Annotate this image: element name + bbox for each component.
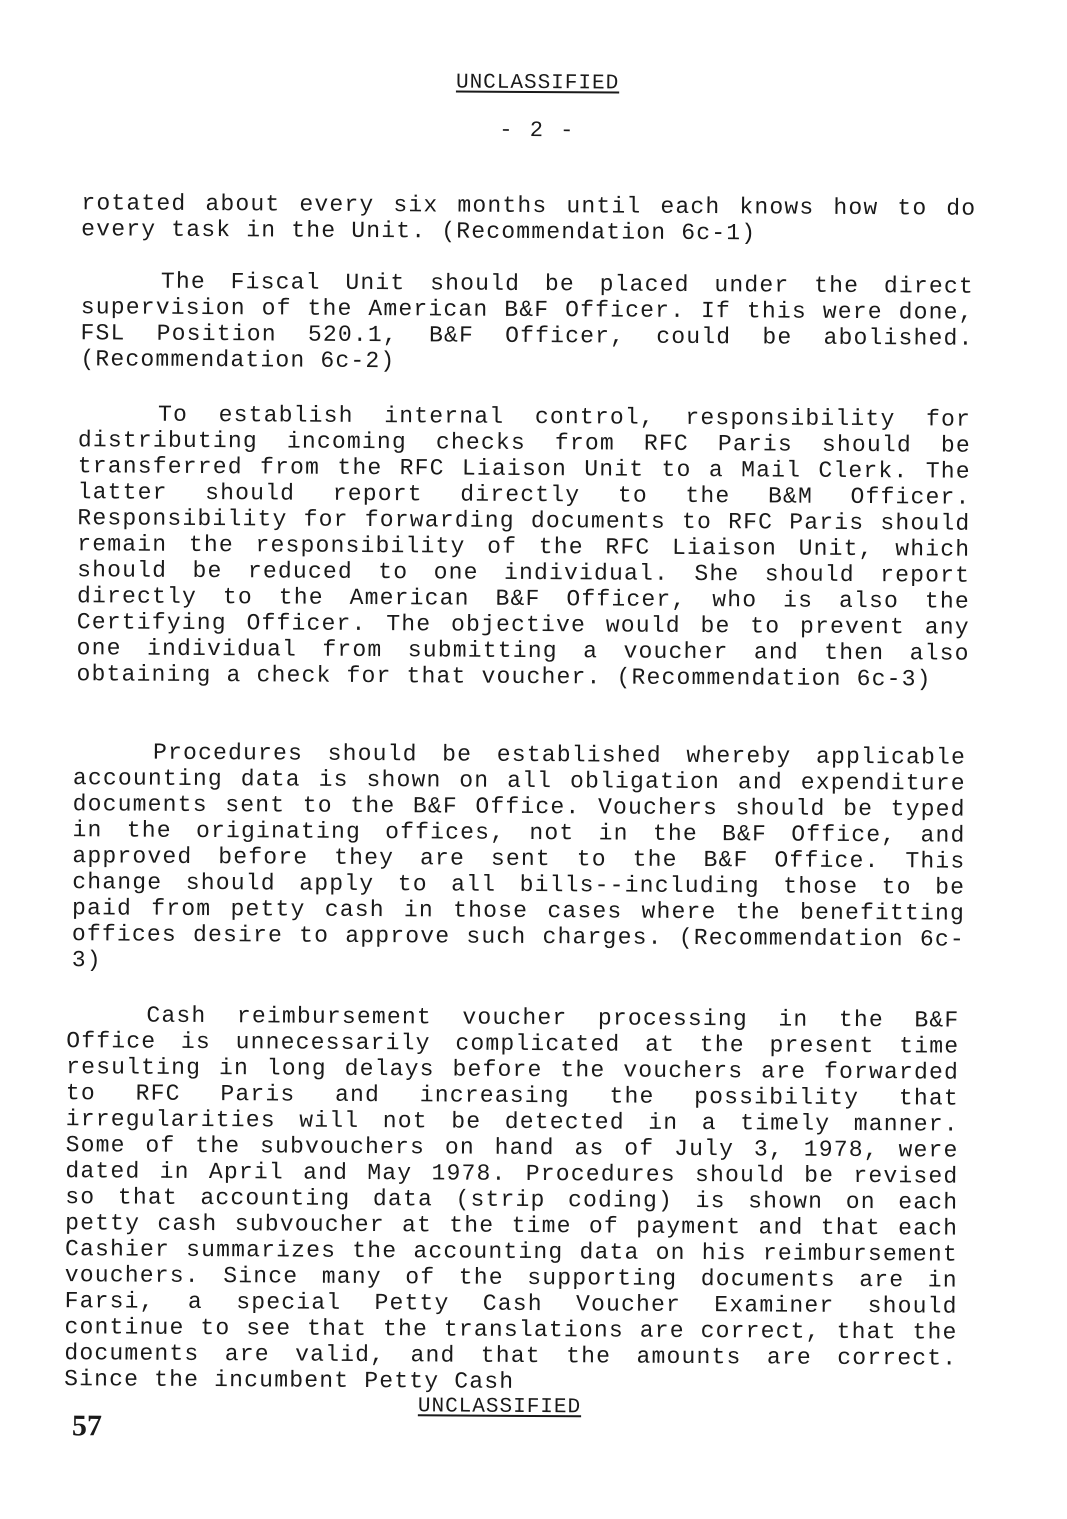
paragraph-fiscal-unit: The Fiscal Unit should be placed under the direct supervision of the American B&F Officer. If this were done, FSL Position 520.1, B&F Officer, could be abolished. (Recommendation 6c-2) [80, 268, 974, 375]
sheet-number: 57 [71, 1409, 103, 1443]
top-classification-marking [4, 69, 1067, 99]
paragraph-internal-control: To establish internal control, responsibility for distributing incoming checks from RFC Paris should be transferred from the RFC Liaison Unit to a Mail Clerk. The latter should report directly to the B&M Officer. Responsibility for forwarding documents to RFC Paris should remain the responsibility of the RFC Liaison Unit, which should be reduced to one individual. She should report directly to the American B&F Officer, who is also the Certifying Officer. The objective would be to prevent any one individual from submitting a voucher and then also obtaining a check for that voucher. (Recommendation 6c-3) [76, 401, 972, 693]
top-classification-text: UNCLASSIFIED [455, 71, 620, 96]
paragraph-cash-reimbursement: Cash reimbursement voucher processing in the B&F Office is unnecessarily complicated at the present time resulting in long delays before the vouchers are forwarded to RFC Paris and increasing the possibility that irregularities will not be detected in a timely manner. Some of the subvouchers on hand as of July 3, 1978, were dated in April and May 1978. Procedures should be revised so that accounting data (strip coding) is shown on each petty cash subvoucher at the time of payment and that each Cashier summarizes the accounting data on his reimbursement vouchers. Since many of the supporting documents are in Farsi, a special Petty Cash Voucher Examiner should continue to see that the translations are correct, that the documents are valid, and that the amounts are correct. Since the incumbent Petty Cash [64, 1002, 960, 1395]
paragraph-procedures: Procedures should be established whereby applicable accounting data is shown on all obligation and expenditure documents sent to the B&F Office. Vouchers should be typed in the originating offices, not in the B&F Office, and approved before they are sent to the B&F Office. This change should apply to all bills--including those to be paid from petty cash in those cases where the benefitting offices desire to approve such charges. (Recommendation 6c-3) [71, 739, 967, 974]
page-number: - 2 - [499, 117, 576, 144]
paragraph-continuation: rotated about every six months until each knows how to do every task in the Unit. (Recommendation 6c-1) [81, 190, 977, 247]
bottom-classification-text: UNCLASSIFIED [417, 1395, 582, 1420]
